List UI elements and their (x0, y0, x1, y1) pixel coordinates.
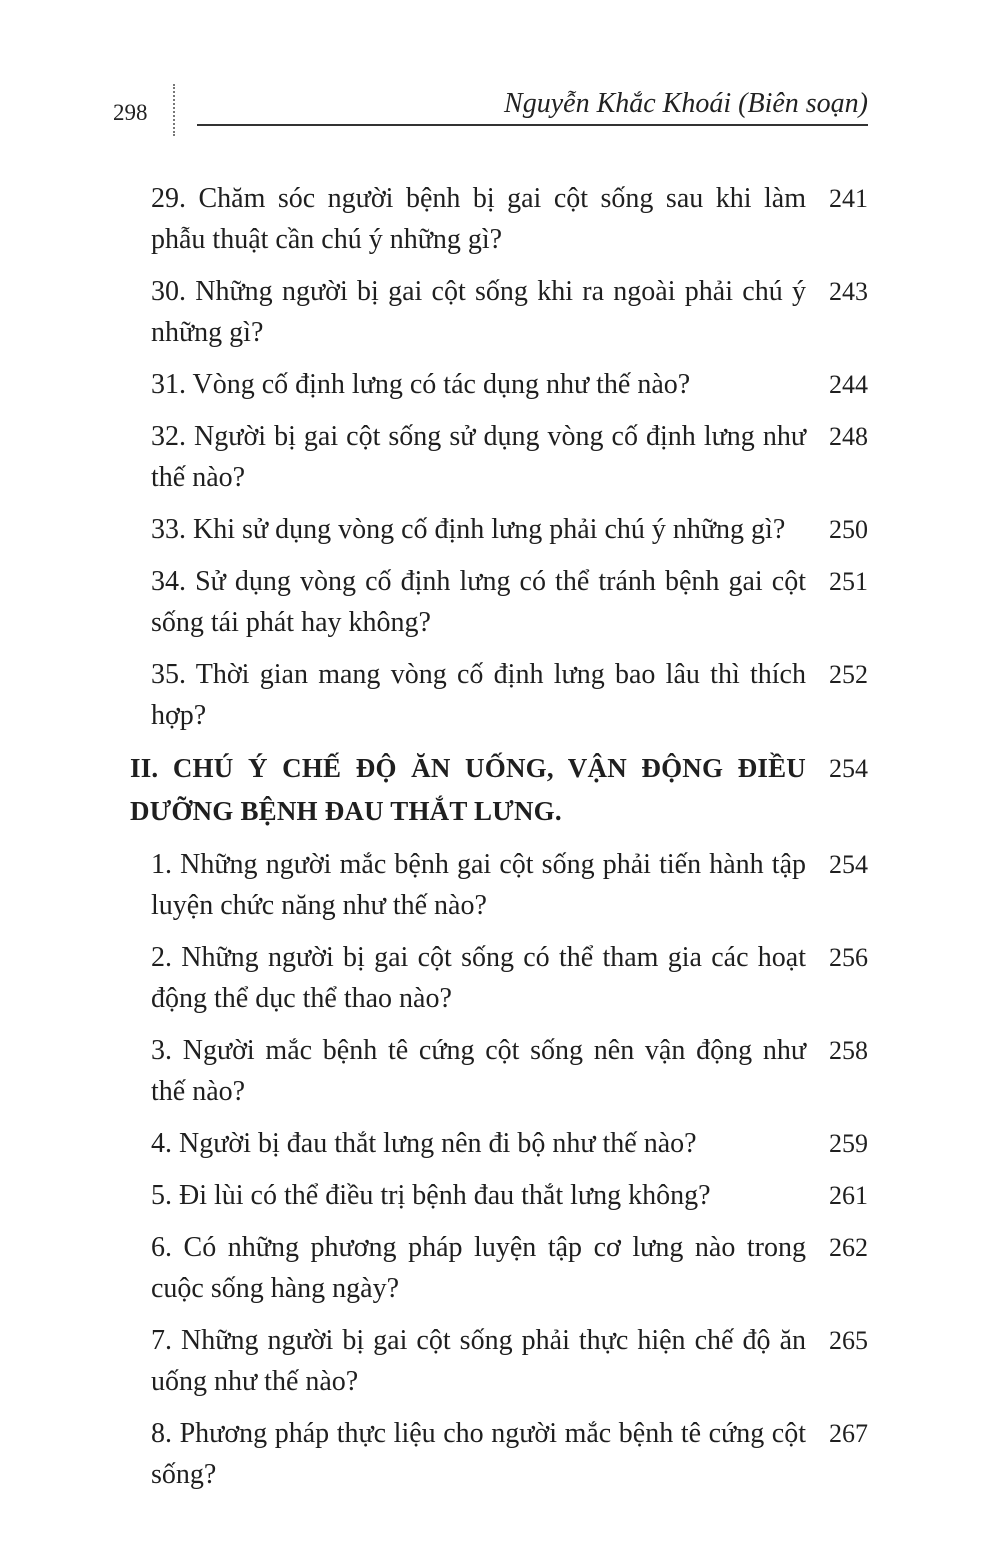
toc-entry-title: 7. Những người bị gai cột sống phải thực hiện chế độ ăn uống như thế nào? (151, 1325, 806, 1397)
toc-entry-title: 30. Những người bị gai cột sống khi ra ngoài phải chú ý những gì? (151, 276, 806, 348)
toc-entry-page: 241 (829, 184, 868, 213)
toc-entry-title: 35. Thời gian mang vòng cố định lưng bao lâu thì thích hợp? (151, 659, 806, 731)
toc-entry-title: 6. Có những phương pháp luyện tập cơ lưng nào trong cuộc sống hàng ngày? (151, 1232, 806, 1304)
toc-entry (151, 1030, 868, 1112)
toc-entry-title: 1. Những người mắc bệnh gai cột sống phải tiến hành tập luyện chức năng như thế nào? (151, 849, 806, 921)
toc-entry-page: 259 (829, 1129, 868, 1158)
toc-entry-page: 250 (829, 515, 868, 544)
toc-entry-page: 262 (829, 1233, 868, 1262)
page-header (0, 0, 1000, 150)
toc-section-page: 254 (829, 754, 868, 783)
toc-entry-title: 5. Đi lùi có thể điều trị bệnh đau thắt lưng không? (151, 1180, 711, 1211)
toc-entry-title: 34. Sử dụng vòng cố định lưng có thể tránh bệnh gai cột sống tái phát hay không? (151, 566, 806, 638)
toc-entry-title: 33. Khi sử dụng vòng cố định lưng phải chú ý những gì? (151, 514, 786, 545)
toc-entry-page: 258 (829, 1036, 868, 1065)
toc-entry-title: 29. Chăm sóc người bệnh bị gai cột sống sau khi làm phẫu thuật cần chú ý những gì? (151, 183, 806, 255)
header-rule (197, 124, 868, 126)
toc-section-heading (130, 747, 868, 833)
page-number: 298 (113, 100, 148, 125)
toc-entry (151, 1175, 868, 1216)
toc-entry-page: 256 (829, 943, 868, 972)
toc-entry-page: 248 (829, 422, 868, 451)
toc-entry (151, 654, 868, 736)
toc-entry-page: 254 (829, 850, 868, 879)
toc-entry-title: 3. Người mắc bệnh tê cứng cột sống nên vận động như thế nào? (151, 1035, 806, 1107)
toc-entry (151, 271, 868, 353)
toc-entry (151, 1227, 868, 1309)
toc-entry-page: 244 (829, 370, 868, 399)
toc-entry-title: 2. Những người bị gai cột sống có thể tham gia các hoạt động thể dục thể thao nào? (151, 942, 806, 1014)
table-of-contents (130, 178, 868, 1506)
header-dotted-divider (173, 84, 175, 136)
toc-entry-title: 31. Vòng cố định lưng có tác dụng như thế nào? (151, 369, 691, 400)
toc-entry (151, 844, 868, 926)
toc-entry (151, 416, 868, 498)
header-author: Nguyễn Khắc Khoái (Biên soạn) (504, 88, 868, 119)
toc-entry (151, 561, 868, 643)
toc-entry-page: 252 (829, 660, 868, 689)
toc-entry-title: 32. Người bị gai cột sống sử dụng vòng cố định lưng như thế nào? (151, 421, 806, 493)
toc-entry (151, 1320, 868, 1402)
toc-entry (151, 1413, 868, 1495)
toc-entry (151, 178, 868, 260)
toc-entry-page: 261 (829, 1181, 868, 1210)
toc-entry (151, 509, 868, 550)
toc-entry-title: 8. Phương pháp thực liệu cho người mắc bệnh tê cứng cột sống? (151, 1418, 806, 1490)
toc-section-title: II. CHÚ Ý CHẾ ĐỘ ĂN UỐNG, VẬN ĐỘNG ĐIỀU DƯỠNG BỆNH ĐAU THẮT LƯNG. (130, 753, 806, 826)
toc-entry-page: 267 (829, 1419, 868, 1448)
toc-entry (151, 364, 868, 405)
toc-entry (151, 937, 868, 1019)
toc-entry (151, 1123, 868, 1164)
toc-entry-page: 251 (829, 567, 868, 596)
toc-entry-page: 265 (829, 1326, 868, 1355)
toc-entry-title: 4. Người bị đau thắt lưng nên đi bộ như thế nào? (151, 1128, 697, 1159)
toc-entry-page: 243 (829, 277, 868, 306)
